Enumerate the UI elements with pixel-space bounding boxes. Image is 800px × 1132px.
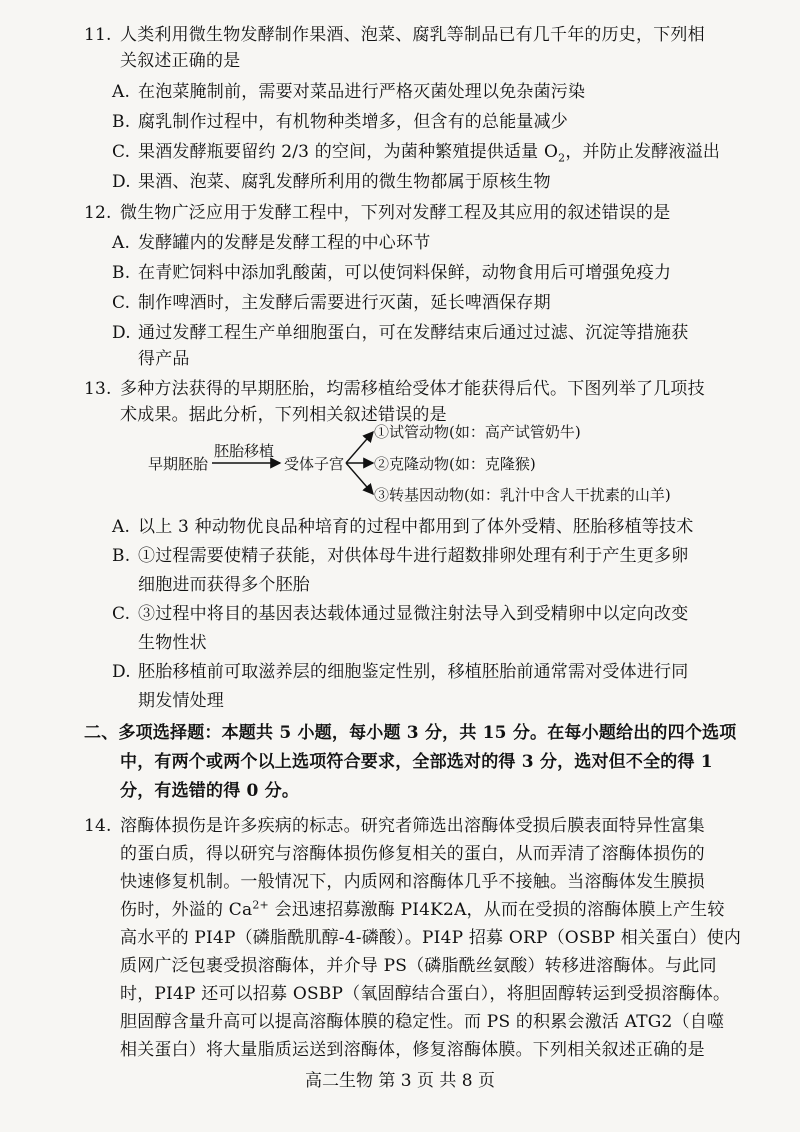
q11-option-c [112,141,720,163]
q12-option-d [112,322,688,344]
option-text: 发酵罐内的发酵是发酵工程的中心环节 [138,233,431,253]
option-text: 果酒、泡菜、腐乳发酵所利用的微生物都属于原核生物 [138,172,551,192]
q11-stem-line1 [84,24,705,46]
q14-line3: 快速修复机制。一般情况下，内质网和溶酶体几乎不接触。当溶酶体发生膜损 [120,872,705,892]
option-text: ①过程需要使精子获能，对供体母牛进行超数排卵处理有利于产生更多卵 [138,546,689,566]
diagram-branch-2: ②克隆动物(如：克隆猴) [374,455,536,473]
q14-text-end: 会迅速招募激酶 PI4K2A，从而在受损的溶酶体膜上产生较 [268,900,725,920]
branch-arrow-3 [346,463,373,494]
q14-line6: 质网广泛包裹受损溶酶体，并介导 PS（磷脂酰丝氨酸）转移进溶酶体。与此同 [120,956,717,976]
option-letter: B. [112,112,131,132]
q11-number: 11. [84,25,112,45]
q14-line2: 的蛋白质，得以研究与溶酶体损伤修复相关的蛋白，从而弄清了溶酶体损伤的 [120,844,705,864]
option-text-end: ，并防止发酵液溢出 [565,142,721,162]
q14-line5: 高水平的 PI4P（磷脂酰肌醇-4-磷酸）。PI4P 招募 ORP（OSBP 相关蛋白）使内 [120,928,742,948]
option-letter: A. [112,233,131,253]
diagram-arrow-label: 胚胎移植 [214,442,275,460]
q13-stem-line1 [84,378,705,400]
q13-option-b [112,545,688,567]
option-text: 在泡菜腌制前，需要对菜品进行严格灭菌处理以免杂菌污染 [138,82,586,102]
option-text: 制作啤酒时，主发酵后需要进行灭菌，延长啤酒保存期 [138,293,551,313]
q13-option-b-cont: 细胞进而获得多个胚胎 [138,575,310,595]
option-letter: D. [112,662,131,682]
q12-option-b [112,262,671,284]
q11-stem-line2: 关叙述正确的是 [120,51,241,71]
section2-instructions-line3: 分，有选错的得 0 分。 [120,781,300,801]
option-text: 以上 3 种动物优良品种培育的过程中都用到了体外受精、胚胎移植等技术 [138,517,694,537]
q13-number: 13. [84,379,112,399]
option-text: 腐乳制作过程中，有机物种类增多，但含有的总能量减少 [138,112,568,132]
diagram-branch-3: ③转基因动物(如：乳汁中含人干扰素的山羊) [374,486,671,504]
diagram-branch-1: ①试管动物(如：高产试管奶牛) [374,423,581,441]
q13-option-d-cont: 期发情处理 [138,691,224,711]
option-letter: B. [112,263,131,283]
q14-line1 [84,815,705,837]
q14-text: 伤时，外溢的 Ca [120,900,253,920]
q13-option-c-cont: 生物性状 [138,633,207,653]
superscript: 2+ [252,898,269,912]
q13-stem: 多种方法获得的早期胚胎，均需移植给受体才能获得后代。下图列举了几项技 [120,379,705,399]
option-letter: D. [112,172,131,192]
option-letter: A. [112,82,131,102]
q12-option-c [112,292,551,314]
q13-option-d [112,661,688,683]
branch-arrow-1 [346,432,373,463]
page-footer: 高二生物 第 3 页 共 8 页 [304,1071,496,1091]
q11-option-a [112,81,585,103]
option-letter: C. [112,293,131,313]
q14-number: 14. [84,816,112,836]
q12-option-a [112,232,430,254]
option-text: 胚胎移植前可取滋养层的细胞鉴定性别，移植胚胎前通常需对受体进行同 [138,662,689,682]
diagram-start-label: 早期胚胎 [148,455,209,473]
q12-stem: 微生物广泛应用于发酵工程中，下列对发酵工程及其应用的叙述错误的是 [120,203,671,223]
q14-line7: 时，PI4P 还可以招募 OSBP（氧固醇结合蛋白），将胆固醇转运到受损溶酶体。 [120,984,731,1004]
q14-line4 [120,899,725,921]
q13-stem-line2: 术成果。据此分析，下列相关叙述错误的是 [120,405,447,425]
option-text: 在青贮饲料中添加乳酸菌，可以使饲料保鲜，动物食用后可增强免疫力 [138,263,672,283]
option-letter: B. [112,546,131,566]
q13-option-c [112,603,688,625]
option-letter: C. [112,604,131,624]
q13-option-a [112,516,693,538]
diagram-middle-label: 受体子宫 [284,455,345,473]
q14-line8: 胆固醇含量升高可以提高溶酶体膜的稳定性。而 PS 的积累会激活 ATG2（自噬 [120,1012,725,1032]
q12-number: 12. [84,203,112,223]
q14-text: 溶酶体损伤是许多疾病的标志。研究者筛选出溶酶体受损后膜表面特异性富集 [120,816,705,836]
embryo-transfer-diagram [148,418,708,510]
q12-stem-line [84,202,670,224]
q14-line9: 相关蛋白）将大量脂质运送到溶酶体，修复溶酶体膜。下列相关叙述正确的是 [120,1040,705,1060]
q11-option-b [112,111,568,133]
option-letter: A. [112,517,131,537]
option-text: ③过程中将目的基因表达载体通过显微注射法导入到受精卵中以定向改变 [138,604,689,624]
section2-instructions-line1: 二、多项选择题：本题共 5 小题，每小题 3 分，共 15 分。在每小题给出的四个选项 [84,723,737,743]
subscript: 2 [558,151,566,165]
q11-stem: 人类利用微生物发酵制作果酒、泡菜、腐乳等制品已有几千年的历史，下列相 [120,25,705,45]
q11-option-d [112,171,551,193]
section2-instructions-line2: 中，有两个或两个以上选项符合要求，全部选对的得 3 分，选对但不全的得 1 [120,752,713,772]
option-letter: C. [112,142,131,162]
option-text: 通过发酵工程生产单细胞蛋白，可在发酵结束后通过过滤、沉淀等措施获 [138,323,689,343]
option-text: 果酒发酵瓶要留约 2/3 的空间，为菌种繁殖提供适量 O [138,142,559,162]
q12-option-d-cont: 得产品 [138,349,190,369]
option-letter: D. [112,323,131,343]
